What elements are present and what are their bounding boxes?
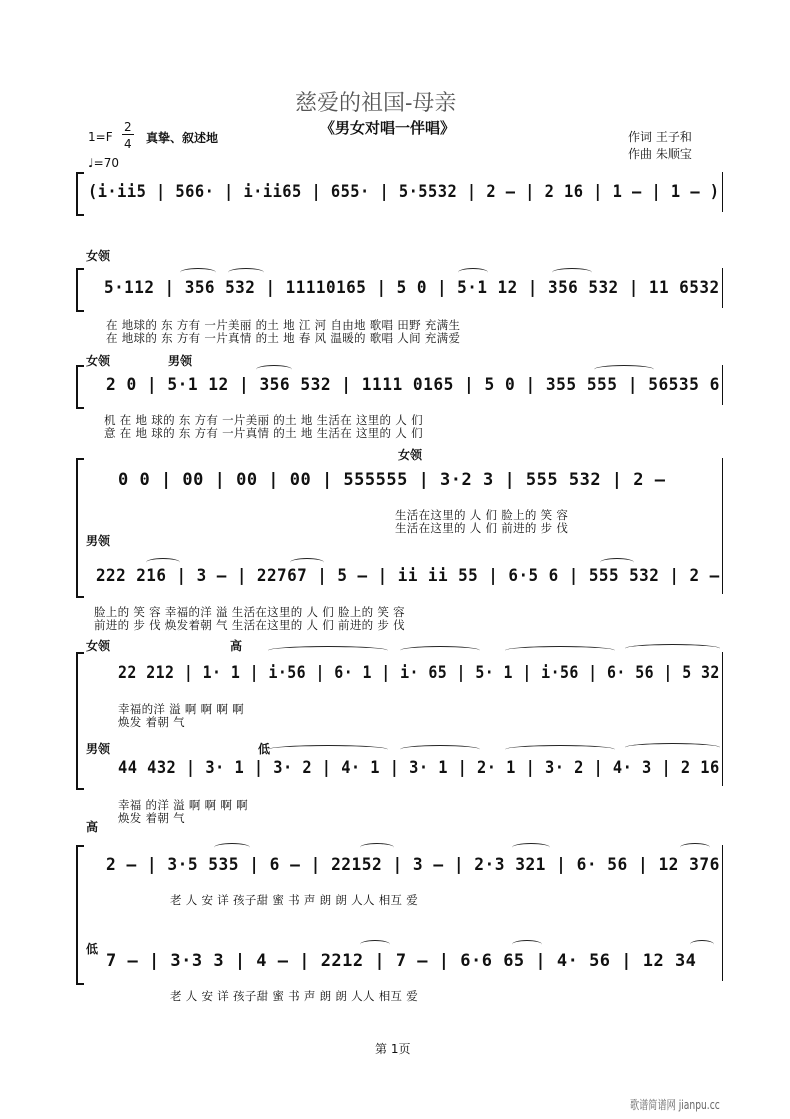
notation-lower: 44 432 | 3· 1 | 3· 2 | 4· 1 | 3· 1 | 2· 1 | 3· 2 | 4· 3 | 2 16 [118,758,720,778]
barline [722,172,723,212]
dynamic-high: 高 [230,639,243,653]
tempo-mark: ♩=70 [88,156,119,170]
slur [505,646,615,655]
lyric-lower: 老 人 安 详 孩子甜 蜜 书 声 朗 朗 人人 相互 爱 [170,989,419,1003]
lyric-verse-1: 机 在 地 球的 东 方有 一片美丽 的土 地 生活在 这里的 人 们 [104,413,423,427]
lyric-lower-1: 脸上的 笑 容 幸福的洋 溢 生活在这里的 人 们 脸上的 笑 容 [94,605,405,619]
slur [458,268,488,277]
lyric-lower-2: 焕发 着朝 气 [118,811,185,825]
notation-upper: 22 212 | 1· 1 | i·56 | 6· 1 | i· 65 | 5· 1 | i·56 | 6· 56 | 5 32 [118,663,720,683]
page-title: 慈爱的祖国-母亲 [295,91,457,116]
lyric-upper: 老 人 安 详 孩子甜 蜜 书 声 朗 朗 人人 相互 爱 [170,893,419,907]
lyric-verse-2: 意 在 地 球的 东 方有 一片真情 的土 地 生活在 这里的 人 们 [104,426,423,440]
slur [505,745,615,754]
notation-lower: 222 216 | 3 – | 22767 | 5 – | ii ii 55 | 6·5 6 | 555 532 | 2 – [96,566,720,586]
slur [268,646,388,655]
subtitle: 《男女对唱一伴唱》 [320,119,456,137]
role-label: 女领 [86,249,111,263]
lyric-verse-1: 在 地球的 东 方有 一片美丽 的土 地 江 河 自由地 歌唱 田野 充满生 [106,318,461,332]
lyric-upper-1: 生活在这里的 人 们 脸上的 笑 容 [395,508,569,522]
key-signature: 1=F [88,130,113,144]
role-label-male: 男领 [168,354,193,368]
slur [690,940,714,949]
composer: 作曲 朱顺宝 [628,147,692,161]
lyric-upper-1: 幸福的洋 溢 啊 啊 啊 啊 [118,702,244,716]
notation-line: 2 0 | 5·1 12 | 356 532 | 1111 0165 | 5 0 | 355 555 | 56535 6 [106,375,720,395]
slur [360,843,394,852]
role-label-upper: 女领 [86,639,111,653]
time-signature-bar [122,134,134,135]
slur [594,365,654,374]
time-signature-top: 2 [124,120,132,134]
slur [512,843,550,852]
dynamic-high: 高 [86,820,99,834]
slur [625,743,720,752]
barline [722,652,723,786]
page-number: 第 1页 [375,1042,411,1056]
slur [552,268,592,277]
slur [400,745,480,754]
system-brace [76,458,84,598]
notation-line: (i·ii5 | 566· | i·ii65 | 655· | 5·5532 | 2 – | 2 16 | 1 – | 1 – ) [88,182,720,202]
barline [722,845,723,981]
lyric-verse-2: 在 地球的 东 方有 一片真情 的土 地 春 风 温暖的 歌唱 人间 充满爱 [106,331,461,345]
slur [180,268,216,277]
slur [680,843,710,852]
lyric-upper-2: 生活在这里的 人 们 前进的 步 伐 [395,521,569,535]
lyric-upper-2: 焕发 着朝 气 [118,715,185,729]
role-label-lower: 男领 [86,534,111,548]
slur [256,365,292,374]
notation-line: 5·112 | 356 532 | 11110165 | 5 0 | 5·1 12 | 356 532 | 11 6532 [104,278,720,298]
role-label-female: 女领 [86,354,111,368]
system-brace [76,172,84,216]
slur [400,646,480,655]
time-signature-bottom: 4 [124,137,132,151]
dynamic-low: 低 [258,742,271,756]
slur [228,268,264,277]
notation-upper: 2 – | 3·5 535 | 6 – | 22152 | 3 – | 2·3 321 | 6· 56 | 12 376 [106,855,720,875]
expression-mark: 真挚、叙述地 [146,131,219,145]
role-label-upper: 女领 [398,448,423,462]
system-brace [76,652,84,790]
slur [214,843,250,852]
lyricist: 作词 王子和 [628,130,692,144]
barline [722,268,723,308]
slur [360,940,390,949]
system-brace [76,845,84,985]
notation-upper: 0 0 | 00 | 00 | 00 | 555555 | 3·2 3 | 555 532 | 2 – [118,470,666,490]
barline [722,365,723,405]
system-brace [76,268,84,312]
dynamic-low: 低 [86,942,99,956]
system-brace [76,365,84,409]
notation-lower: 7 – | 3·3 3 | 4 – | 2212 | 7 – | 6·6 65 | 4· 56 | 12 34 [106,951,697,971]
lyric-lower-1: 幸福 的洋 溢 啊 啊 啊 啊 [118,798,248,812]
slur [625,644,720,653]
lyric-lower-2: 前进的 步 伐 焕发着朝 气 生活在这里的 人 们 前进的 步 伐 [94,618,405,632]
slur [268,745,388,754]
watermark: 歌谱简谱网 jianpu.cc [630,1098,720,1112]
role-label-lower: 男领 [86,742,111,756]
barline [722,458,723,594]
slur [512,940,542,949]
